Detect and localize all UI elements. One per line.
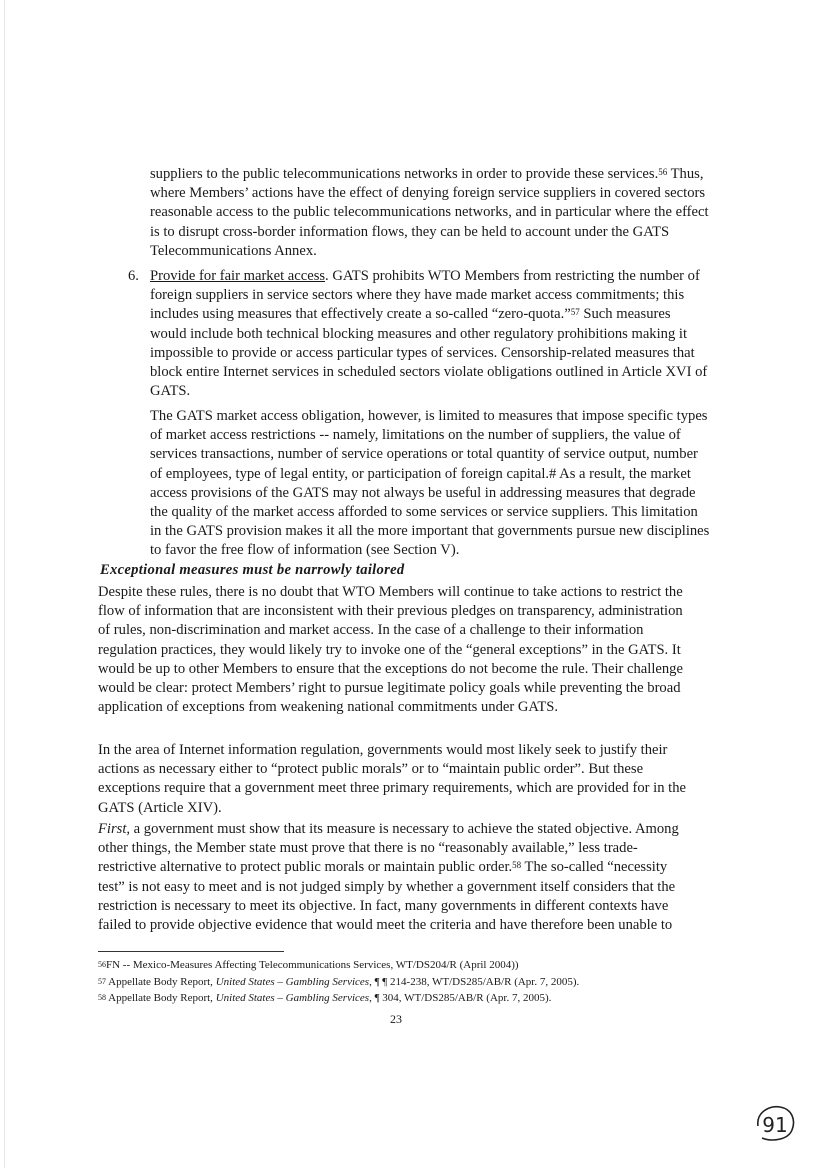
- handwritten-stamp-icon: [752, 1102, 798, 1144]
- footnote-mark: 57: [98, 977, 106, 986]
- list-item-text: . GATS prohibits WTO Members from restricting the number of foreign suppliers in service sectors where they have made market access commitments; this includes using measures that effectively create a so-called “zero-quota.”: [150, 268, 700, 323]
- list-item-text: Such measures would include both technical blocking measures and other regulatory prohibitions making it impossible to provide or access particular types of services. Censorship-related measures that block entire Internet services in scheduled sectors violate obligations outlined in Article XVI of GATS.: [150, 306, 708, 400]
- list-item-title: Provide for fair market access: [150, 268, 326, 284]
- list-number: 6.: [128, 268, 139, 284]
- body-paragraph-3: [98, 820, 696, 935]
- paragraph-text: a government must show that its measure is necessary to achieve the stated objective. Among other things, the Member state must prove that there is no “reasonably available,” less trade-restrictive alternative to protect public morals or maintain public order.: [98, 821, 679, 876]
- footnote-text: Appellate Body Report,: [106, 976, 216, 988]
- emphasis-first: First,: [98, 821, 131, 837]
- continued-paragraph: [150, 165, 710, 261]
- scan-edge: [4, 0, 5, 1168]
- footnote-ref-58[interactable]: 58: [512, 860, 522, 871]
- footnote-case-name: United States – Gambling Services: [215, 992, 370, 1004]
- body-paragraph-1: Despite these rules, there is no doubt that WTO Members will continue to take actions to restrict the flow of information that are inconsistent with their previous pledges on transparency, administration of rules, non-discrimination and market access. In the case of a challenge to their information regulation practices, they would likely try to invoke one of the “general exceptions” in the GATS. It would be up to other Members to ensure that the exceptions do not become the rule. Their challenge would be clear: protect Members’ right to pursue legitimate policy goals while preventing the broad application of exceptions from weakening national commitments under GATS.: [98, 584, 683, 716]
- footnote-mark: 56: [98, 960, 106, 969]
- footnote-case-name: United States – Gambling Services: [215, 976, 370, 988]
- list-item-6: [150, 267, 710, 401]
- footnote-ref-57[interactable]: 57: [570, 307, 580, 318]
- footnote-divider: [98, 951, 284, 952]
- footnote-text: , ¶ ¶ 214-238, WT/DS285/AB/R (Apr. 7, 2005).: [369, 976, 580, 988]
- stamp-number: 91: [762, 1113, 788, 1137]
- section-heading: Exceptional measures must be narrowly tailored: [100, 562, 405, 578]
- paragraph-text: The so-called “necessity test” is not easy to meet and is not judged simply by whether a government itself considers that the restriction is necessary to meet its objective. In fact, many governments in different contexts have failed to provide objective evidence that would meet the criteria and have therefore been unable to: [98, 859, 676, 934]
- footnote-ref-56[interactable]: 56: [658, 167, 668, 177]
- footnote-56: [98, 958, 698, 972]
- footnote-text: FN -- Mexico-Measures Affecting Telecommunications Services, WT/DS204/R (April 2004)): [106, 959, 519, 971]
- page-number: 23: [390, 1012, 402, 1026]
- footnote-text: Appellate Body Report,: [106, 992, 216, 1004]
- footnote-57: [98, 975, 698, 989]
- footnote-text: , ¶ 304, WT/DS285/AB/R (Apr. 7, 2005).: [369, 992, 552, 1004]
- body-paragraph-2: In the area of Internet information regulation, governments would most likely seek to justify their actions as necessary either to “protect public morals” or to “maintain public order”. But these exceptions require that a government meet three primary requirements, which are provided for in the GATS (Article XIV).: [98, 742, 686, 816]
- list-item-6-paragraph-2: The GATS market access obligation, however, is limited to measures that impose specific types of market access restrictions -- namely, limitations on the number of suppliers, the value of services transactions, number of service operations or total quantity of service output, number of employees, type of legal entity, or participation of foreign capital.# As a result, the market access provisions of the GATS may not always be useful in addressing measures that degrade the quality of the market access afforded to some services or service suppliers. This limitation in the GATS provision makes it all the more important that governments pursue new disciplines to favor the free flow of information (see Section V).: [150, 408, 710, 559]
- footnote-mark: 58: [98, 993, 106, 1002]
- paragraph-text: suppliers to the public telecommunications networks in order to provide these services.: [150, 166, 659, 182]
- footnote-58: [98, 991, 698, 1005]
- paragraph-text: Thus, where Members’ actions have the effect of denying foreign service suppliers in covered sectors reasonable access to the public telecommunications networks, and in particular where the effect is to disrupt cross-border information flows, they can be held to account under the GATS Telecommunications Annex.: [150, 166, 709, 259]
